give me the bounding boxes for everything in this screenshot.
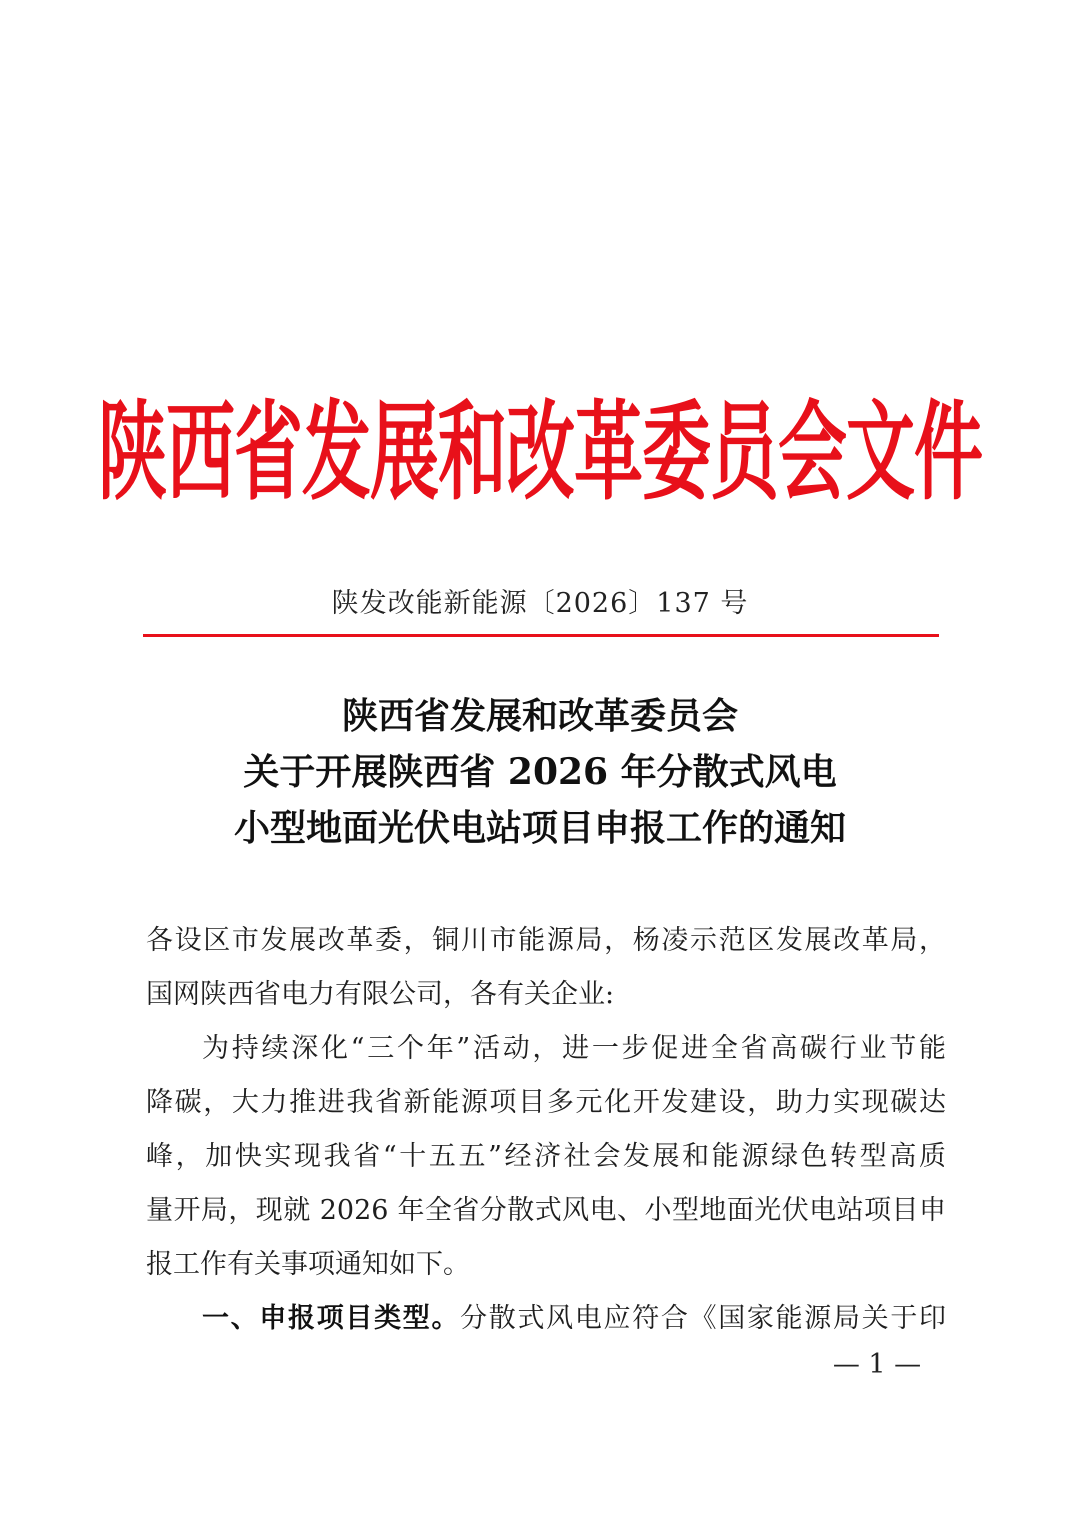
paragraph-1-line-2: 降碳，大力推进我省新能源项目多元化开发建设，助力实现碳达	[146, 1087, 946, 1118]
notice-title-line-3: 小型地面光伏电站项目申报工作的通知	[233, 807, 846, 849]
notice-title-line-2: 关于开展陕西省 2026 年分散式风电	[243, 751, 837, 793]
page-number: — 1 —	[832, 1349, 922, 1380]
paragraph-1-line-4: 量开局，现就 2026 年全省分散式风电、小型地面光伏电站项目申	[146, 1195, 946, 1226]
paragraph-1-line-1: 为持续深化“三个年”活动，进一步促进全省高碳行业节能	[202, 1033, 946, 1064]
red-masthead-title: 陕西省发展和改革委员会文件	[98, 391, 982, 516]
paragraph-1-line-5: 报工作有关事项通知如下。	[146, 1249, 470, 1280]
red-divider-line	[143, 634, 939, 637]
notice-title-line-1: 陕西省发展和改革委员会	[341, 695, 738, 737]
addressee-line-1: 各设区市发展改革委，铜川市能源局，杨凌示范区发展改革局，	[146, 925, 946, 956]
notice-body	[146, 914, 946, 1346]
document-number: 陕发改能新能源〔2026〕137 号	[331, 588, 749, 619]
section-1-heading: 一、申报项目类型。	[202, 1303, 461, 1334]
notice-title	[0, 688, 1080, 856]
section-1-line	[146, 1292, 946, 1346]
paragraph-1-line-3: 峰，加快实现我省“十五五”经济社会发展和能源绿色转型高质	[146, 1141, 946, 1172]
addressee-line-2: 国网陕西省电力有限公司，各有关企业:	[146, 979, 615, 1010]
section-1-text: 分散式风电应符合《国家能源局关于印	[460, 1303, 947, 1334]
